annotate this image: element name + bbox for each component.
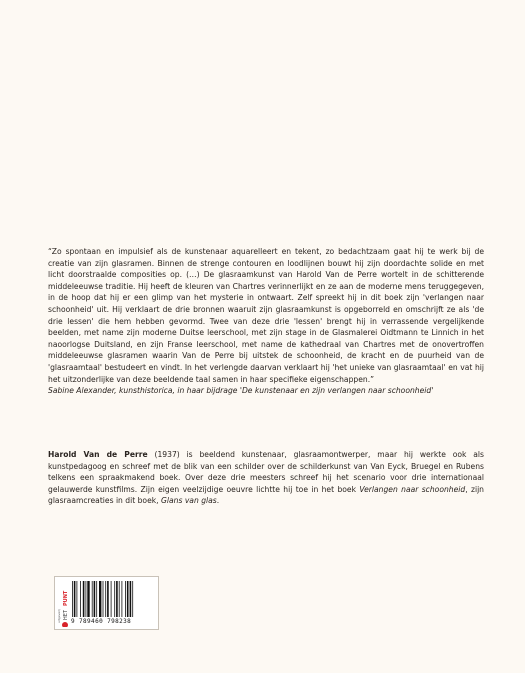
barcode-bar	[111, 581, 112, 617]
publisher-label-small: uitgeverij	[57, 608, 61, 623]
barcode-bar	[77, 581, 78, 617]
barcode-bar	[86, 581, 87, 617]
quote-block	[48, 246, 484, 397]
barcode-bar	[80, 581, 81, 617]
publisher-label-het: HET	[63, 610, 69, 620]
book-title-2: Glans van glas	[160, 496, 217, 506]
barcode-bar	[130, 581, 132, 617]
barcode-bar	[114, 581, 115, 617]
barcode-bar	[92, 581, 93, 617]
book-title-1: Verlangen naar schoonheid	[359, 484, 466, 494]
publisher-label-punt: PUNT	[63, 590, 69, 606]
barcode-bar	[74, 581, 76, 617]
author-bio	[48, 449, 484, 507]
barcode-bar	[125, 581, 126, 617]
barcode-bar	[122, 581, 123, 617]
barcode-bar	[116, 581, 118, 617]
quote-text: “Zo spontaan en impulsief als de kunstenaar aquarelleert en tekent, zo bedachtzaam gaat hij te werk bij de creatie van zijn glasramen. Binnen de strenge contouren en loodlijnen bouwt hij zijn doordachte solide en met licht doorstraalde composities op. (…) De glasraamkunst van Harold Van de Perre wortelt in de schitterende middeleeuwse traditie. Hij heeft de kleuren van Chartres verinnerlijkt en ze aan de moderne mens teruggegeven, in de hoop dat hij er een glimp van het mysterie in ontwaart. Zelf spreekt hij in dit boek zijn 'verlangen naar schoonheid' uit. Hij verklaart de drie bronnen waaruit zijn glasraamkunst is opgeborreld en omschrijft ze als 'de drie lessen' die hem hebben gevormd. Twee van deze drie 'lessen' brengt hij in verrassende vergelijkende beelden, met name zijn moderne Duitse leerschool, met zijn stage in de Glasmalerei Oidtmann te Linnich in het naoorlogse Duitsland, en zijn Franse leerschool, met name de kathedraal van Chartres met de onovertroffen middeleeuwse glasramen waarin Van de Perre bij uitstek de schoonheid, de kracht en de puurheid van de 'glasraamtaal' bestudeert en vindt. In het verlengde daarvan verklaart hij 'het unieke van glasraamtaal' en vat hij het uitzonderlijke van deze beeldende taal samen in haar specifieke eigenschappen.”	[48, 247, 484, 384]
bio-text-1: (1937) is beeldend kunstenaar, glasraamontwerper, maar hij werkte ook als kunstpedagoog en schreef met de blik van een schilder over de schilderkunst van Van Eyck, Bruegel en Rubens telkens een spraakmakend boek. Over deze drie meesters schreef hij het scenario voor drie internationaal gelauwerde kunstfilms. Zijn eigen veelzijdige oeuvre lichtte hij toe in het boek	[48, 450, 484, 494]
publisher-dot-icon	[62, 622, 68, 627]
publisher-logo	[57, 583, 69, 627]
bio-text-3: .	[216, 496, 220, 506]
author-name: Harold Van de Perre	[48, 450, 148, 459]
barcode-bar	[99, 581, 101, 617]
quote-attribution: Sabine Alexander, kunsthistorica, in haar bijdrage 'De kunstenaar en zijn verlangen naar schoonheid'	[48, 386, 434, 396]
bio-text-2: , zijn glasraamcreaties in dit boek,	[48, 484, 484, 506]
barcode-bar	[132, 581, 133, 617]
barcode-bar	[103, 581, 104, 617]
barcode-bar	[94, 581, 96, 617]
isbn-digits: 9 789460 798238	[71, 618, 132, 625]
isbn-barcode-box	[54, 576, 159, 630]
barcode-bar	[87, 581, 89, 617]
barcode-bar	[72, 581, 73, 617]
barcode-bar	[127, 581, 129, 617]
barcode-bar	[119, 581, 120, 617]
barcode-bar	[105, 581, 106, 617]
barcode-bar	[96, 581, 97, 617]
barcode-bars	[71, 581, 155, 617]
barcode-bar	[107, 581, 109, 617]
barcode-bar	[83, 581, 85, 617]
